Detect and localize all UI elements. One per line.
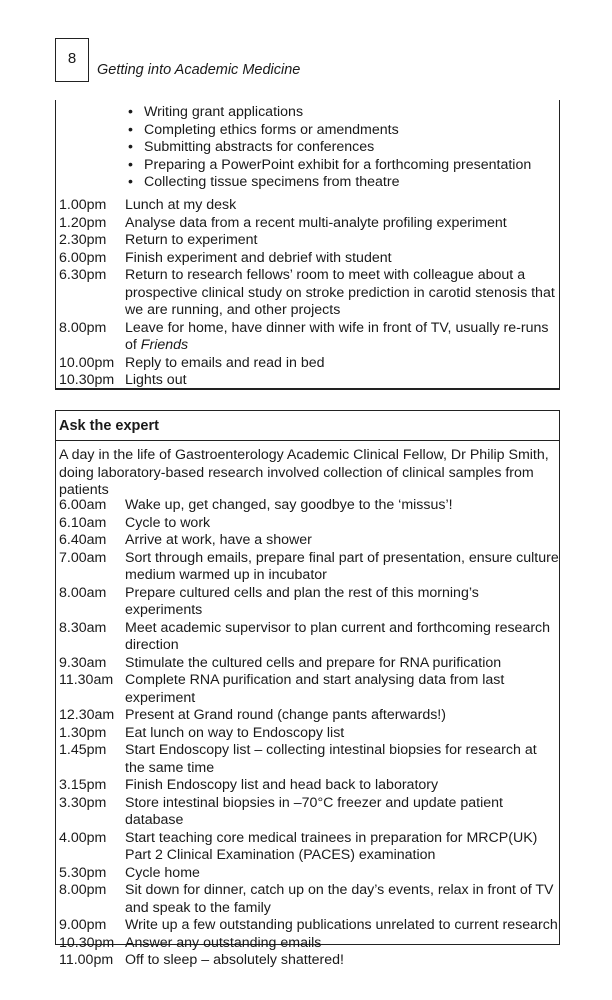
entry-text: Analyse data from a recent multi-analyte profiling experiment bbox=[125, 214, 507, 231]
ask-the-expert-heading: Ask the expert bbox=[56, 411, 559, 441]
entry-time: 12.30am bbox=[59, 707, 115, 723]
task-bullet-list bbox=[128, 104, 531, 192]
ask-the-expert-box bbox=[55, 410, 560, 968]
entry-text: Eat lunch on way to Endoscopy list bbox=[125, 724, 345, 741]
entry-time: 10.30pm bbox=[59, 372, 115, 388]
schedule-entry bbox=[59, 232, 559, 250]
page-number: 8 bbox=[55, 38, 89, 82]
schedule-entry bbox=[59, 795, 559, 830]
schedule-entry bbox=[59, 952, 559, 970]
entry-time: 3.15pm bbox=[59, 777, 107, 793]
bullet-item: • Preparing a PowerPoint exhibit for a forthcoming presentation bbox=[128, 157, 531, 175]
entry-text: Start Endoscopy list – collecting intestinal biopsies for research at the same time bbox=[125, 742, 537, 776]
entry-time: 1.00pm bbox=[59, 197, 107, 213]
entry-text-container bbox=[125, 320, 559, 355]
entry-time: 6.30pm bbox=[59, 267, 107, 283]
entry-text: Start teaching core medical trainees in preparation for MRCP(UK) Part 2 Clinical Examination (PACES) examination bbox=[125, 829, 538, 863]
entry-time: 6.00pm bbox=[59, 249, 107, 266]
schedule-entry bbox=[59, 830, 559, 865]
schedule-continued-box bbox=[55, 100, 560, 390]
entry-text: Leave for home, have dinner with wife in front of TV, usually re-runs of bbox=[125, 319, 549, 353]
schedule-entries bbox=[59, 197, 559, 390]
entry-time: 11.30am bbox=[59, 672, 114, 688]
bullet-item: • Submitting abstracts for conferences bbox=[128, 139, 531, 157]
schedule-entry bbox=[59, 550, 559, 585]
entry-time: 2.30pm bbox=[59, 232, 107, 248]
entry-time: 5.30pm bbox=[59, 864, 107, 881]
running-head: Getting into Academic Medicine bbox=[97, 62, 301, 78]
entry-text: Finish Endoscopy list and head back to laboratory bbox=[125, 777, 439, 793]
entry-time: 8.00pm bbox=[59, 319, 107, 336]
entry-text: Wake up, get changed, say goodbye to the ‘missus’! bbox=[125, 497, 453, 513]
entry-text: Meet academic supervisor to plan current and forthcoming research direction bbox=[125, 619, 551, 653]
schedule-entry bbox=[59, 197, 559, 215]
bullet-item: • Collecting tissue specimens from theatre bbox=[128, 174, 531, 192]
schedule-entry bbox=[59, 497, 559, 515]
schedule-entry bbox=[59, 267, 559, 320]
entry-time: 6.00am bbox=[59, 497, 107, 513]
entry-text: Cycle home bbox=[125, 864, 200, 881]
entry-time: 1.20pm bbox=[59, 214, 107, 231]
bullet-item: • Writing grant applications bbox=[128, 104, 531, 122]
schedule-entry bbox=[59, 742, 559, 777]
entry-text: Write up a few outstanding publications unrelated to current research bbox=[125, 917, 558, 933]
entry-text: Store intestinal biopsies in –70°C freezer and update patient database bbox=[125, 794, 503, 828]
schedule-entry bbox=[59, 355, 559, 373]
entry-time: 1.45pm bbox=[59, 742, 107, 758]
entry-time: 7.00am bbox=[59, 549, 107, 566]
entry-time: 9.30am bbox=[59, 654, 107, 671]
ask-the-expert-intro: A day in the life of Gastroenterology Academic Clinical Fellow, Dr Philip Smith, doing laboratory-based research involved collection of clinical samples from patients bbox=[59, 447, 549, 498]
entry-text: Return to experiment bbox=[125, 232, 258, 248]
schedule-entry bbox=[59, 320, 559, 355]
schedule-entry bbox=[59, 725, 559, 743]
entry-text: Cycle to work bbox=[125, 514, 211, 531]
entry-time: 1.30pm bbox=[59, 724, 107, 741]
entry-time: 4.00pm bbox=[59, 829, 107, 846]
schedule-entry bbox=[59, 672, 559, 707]
schedule-entry bbox=[59, 917, 559, 935]
entry-text-italic: Friends bbox=[140, 337, 189, 353]
schedule-entry bbox=[59, 935, 559, 953]
entry-text: Lunch at my desk bbox=[125, 197, 237, 213]
entry-text: Lights out bbox=[125, 372, 187, 388]
entry-text: Finish experiment and debrief with student bbox=[125, 249, 392, 266]
entry-text: Complete RNA purification and start analysing data from last experiment bbox=[125, 672, 505, 706]
entry-time: 10.30pm bbox=[59, 934, 115, 951]
entry-time: 9.00pm bbox=[59, 917, 107, 933]
schedule-entry bbox=[59, 707, 559, 725]
schedule-entry bbox=[59, 865, 559, 883]
entry-text: Sort through emails, prepare final part of presentation, ensure culture medium warmed up in incubator bbox=[125, 549, 559, 583]
entry-text: Return to research fellows’ room to meet with colleague about a prospective clinical study on stroke prediction in carotid stenosis that we are running, and other projects bbox=[125, 267, 555, 318]
schedule-entry bbox=[59, 515, 559, 533]
entry-time: 8.00pm bbox=[59, 882, 107, 898]
entry-text: Stimulate the cultured cells and prepare for RNA purification bbox=[125, 654, 502, 671]
entry-time: 10.00pm bbox=[59, 354, 115, 371]
schedule-entry bbox=[59, 777, 559, 795]
schedule-entry bbox=[59, 585, 559, 620]
entry-time: 3.30pm bbox=[59, 794, 107, 811]
schedule-entry bbox=[59, 532, 559, 550]
entry-time: 11.00pm bbox=[59, 952, 114, 968]
entry-time: 8.00am bbox=[59, 584, 107, 601]
schedule-entry bbox=[59, 655, 559, 673]
bullet-item: • Completing ethics forms or amendments bbox=[128, 122, 531, 140]
schedule-entry bbox=[59, 215, 559, 233]
entry-time: 6.40am bbox=[59, 532, 107, 548]
schedule-entry bbox=[59, 372, 559, 390]
schedule-entry bbox=[59, 250, 559, 268]
expert-schedule-entries bbox=[59, 497, 559, 970]
entry-text: Arrive at work, have a shower bbox=[125, 532, 312, 548]
entry-time: 8.30am bbox=[59, 619, 107, 636]
entry-text: Present at Grand round (change pants afterwards!) bbox=[125, 707, 446, 723]
entry-text: Reply to emails and read in bed bbox=[125, 354, 325, 371]
entry-text: Off to sleep – absolutely shattered! bbox=[125, 952, 344, 968]
entry-text: Prepare cultured cells and plan the rest of this morning’s experiments bbox=[125, 584, 479, 618]
entry-text: Sit down for dinner, catch up on the day’s events, relax in front of TV and speak to the family bbox=[125, 882, 554, 916]
entry-text: Answer any outstanding emails bbox=[125, 934, 322, 951]
schedule-entry bbox=[59, 620, 559, 655]
schedule-entry bbox=[59, 882, 559, 917]
entry-time: 6.10am bbox=[59, 514, 107, 531]
